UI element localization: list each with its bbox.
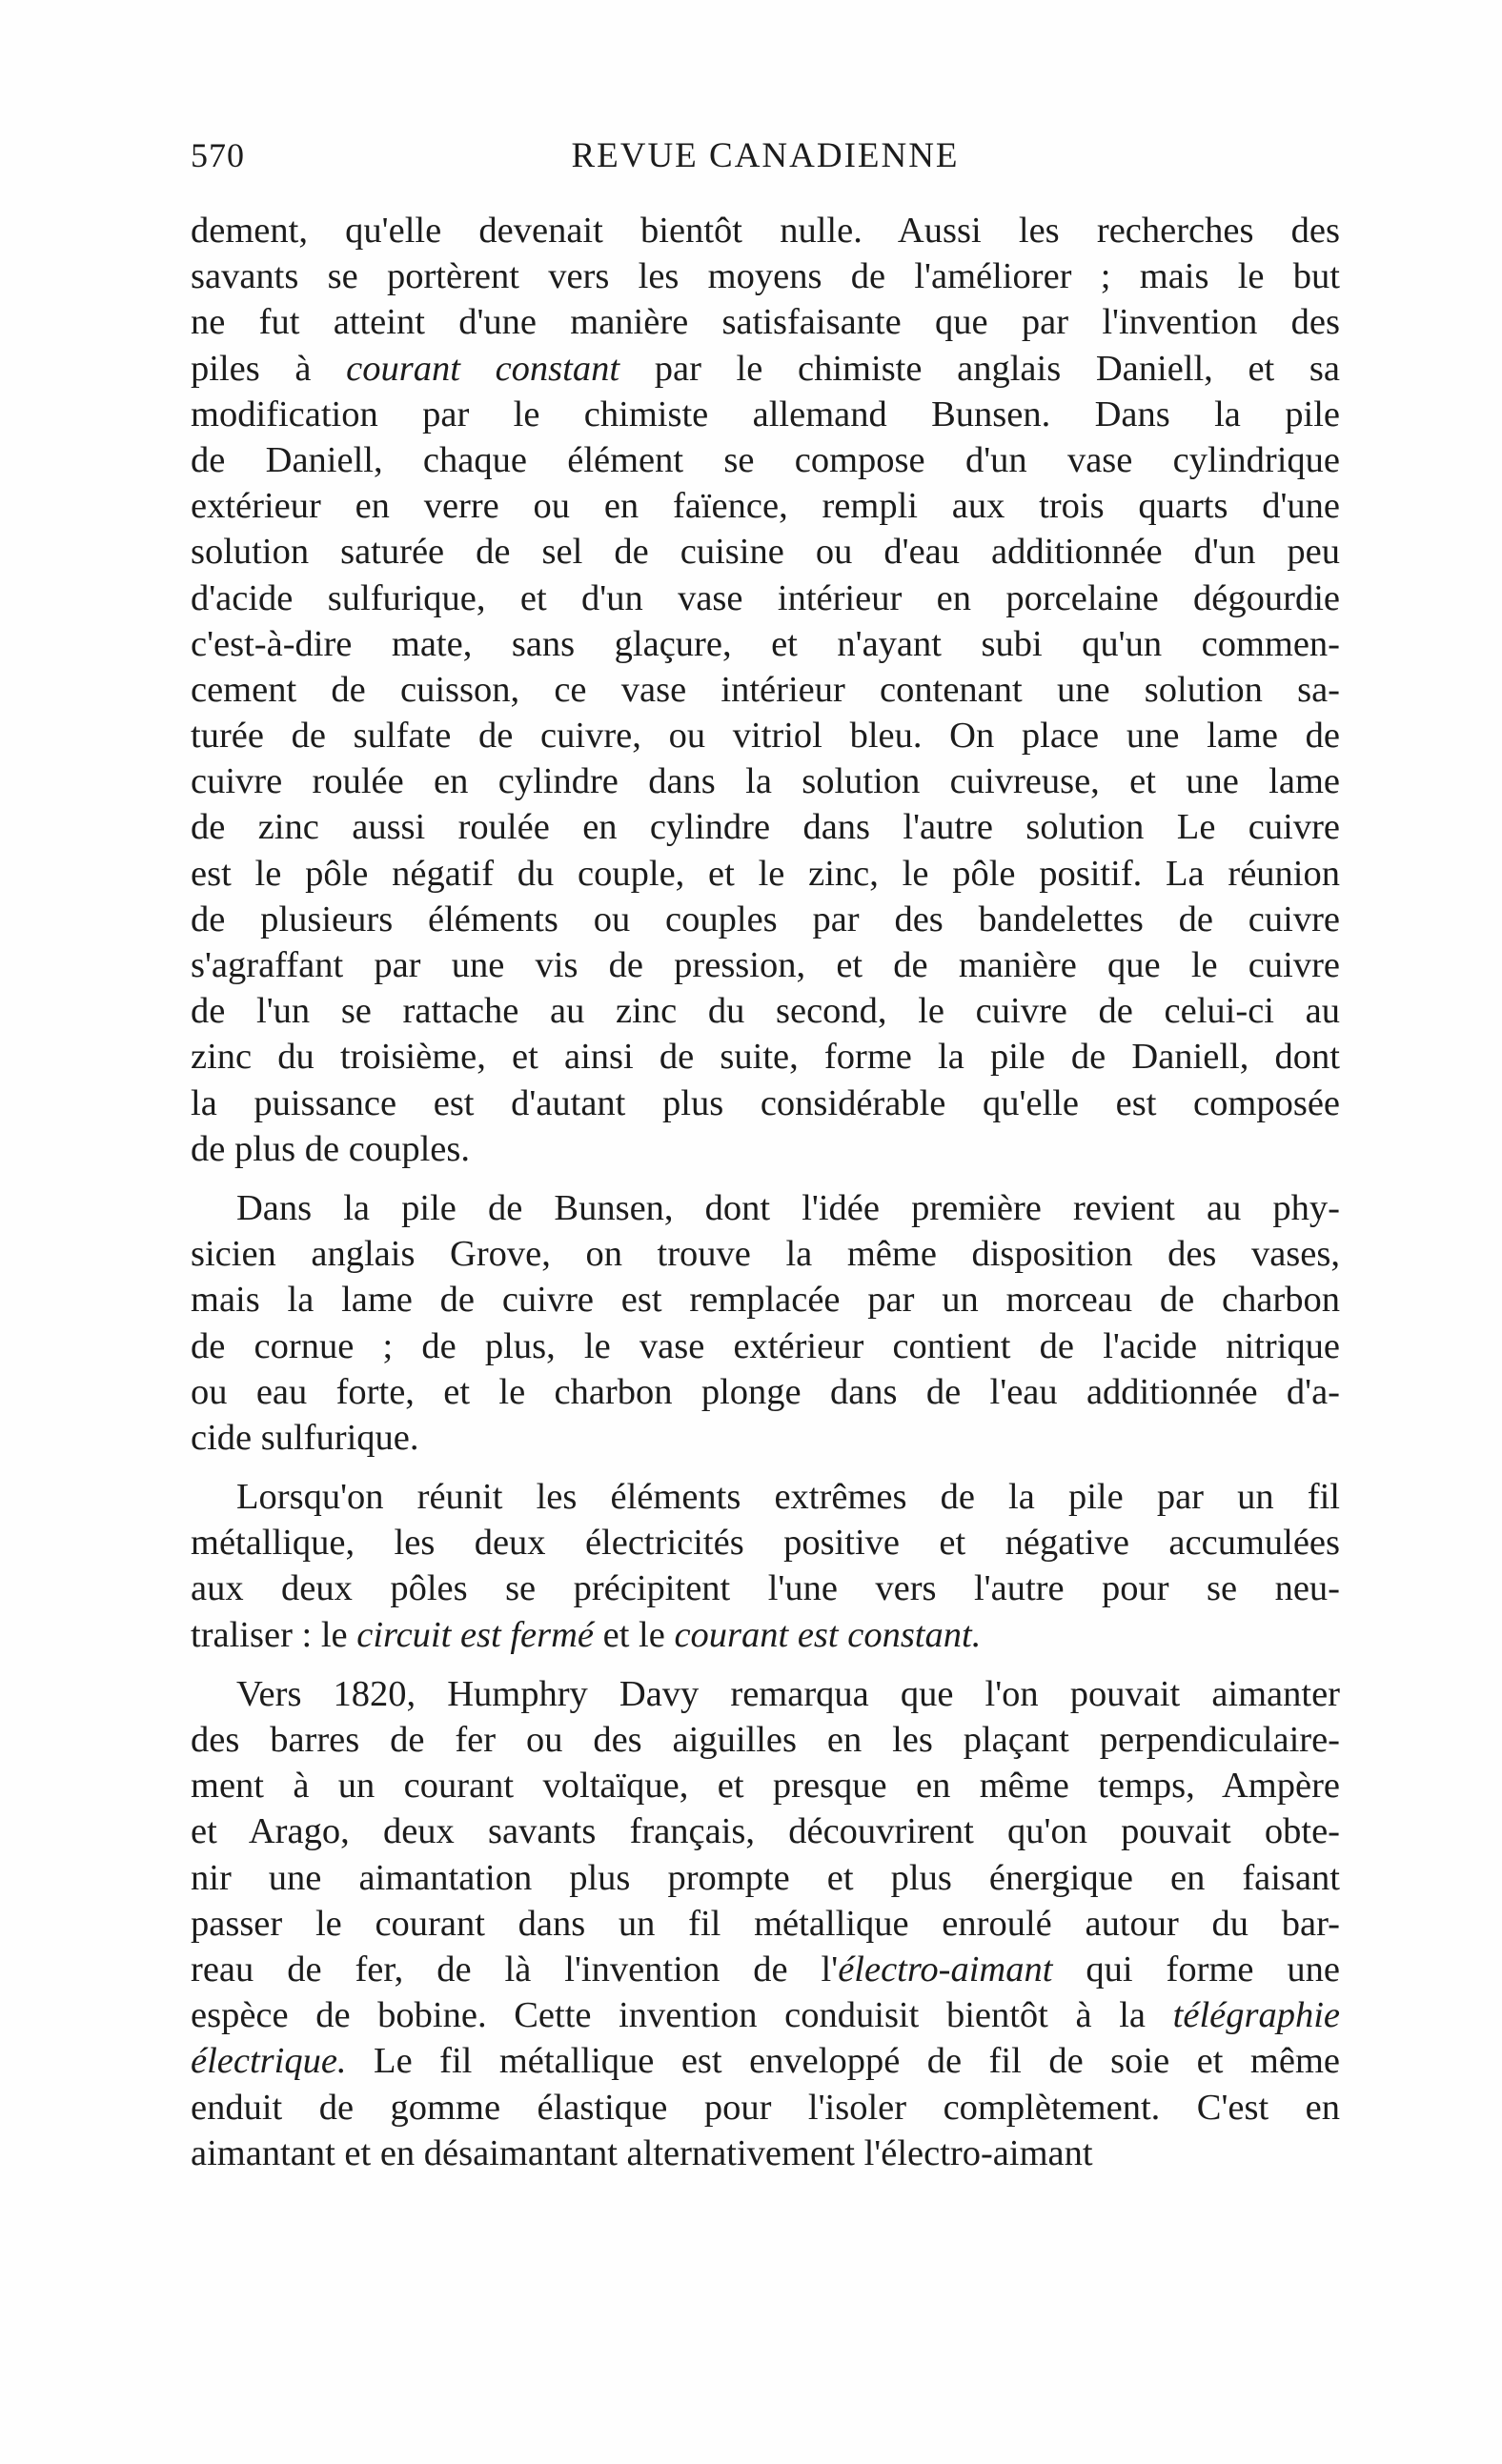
text-run: des barres de fer ou des aiguilles en les plaçant perpendiculaire-	[191, 1720, 1340, 1760]
text-run: qui forme une	[1052, 1949, 1340, 1989]
text-line	[191, 1126, 1340, 1172]
page-number: 570	[191, 136, 245, 174]
text-run: s'agraffant par une vis de pression, et de manière que le cuivre	[191, 945, 1340, 985]
text-line	[191, 1415, 1340, 1461]
text-line	[191, 713, 1340, 758]
text-run: et Arago, deux savants français, découvrirent qu'on pouvait obte-	[191, 1811, 1340, 1852]
text-line	[191, 529, 1340, 575]
text-run: piles à	[191, 348, 347, 389]
text-run: dement, qu'elle devenait bientôt nulle. Aussi les recherches des	[191, 211, 1340, 251]
text-line	[191, 1671, 1340, 1717]
running-head	[191, 135, 1340, 183]
text-line	[191, 621, 1340, 667]
text-run: cuivre roulée en cylindre dans la solution cuivreuse, et une lame	[191, 761, 1340, 802]
paragraph-gap	[191, 1172, 1340, 1185]
text-line	[191, 346, 1340, 392]
text-run: ne fut atteint d'une manière satisfaisante que par l'invention des	[191, 302, 1340, 343]
text-line	[191, 1474, 1340, 1520]
paragraph	[191, 208, 1340, 1172]
text-line	[191, 1901, 1340, 1947]
text-run: de cornue ; de plus, le vase extérieur contient de l'acide nitrique	[191, 1325, 1340, 1366]
paragraph-gap	[191, 1461, 1340, 1474]
text-run: solution saturée de sel de cuisine ou d'eau additionnée d'un peu	[191, 532, 1340, 573]
text-line	[191, 851, 1340, 897]
text-run: la puissance est d'autant plus considérable qu'elle est composée	[191, 1082, 1340, 1123]
text-run: cide sulfurique.	[191, 1417, 419, 1458]
text-run: et le	[594, 1614, 675, 1655]
text-line	[191, 576, 1340, 621]
text-line	[191, 2085, 1340, 2131]
paragraph	[191, 1474, 1340, 1658]
text-line	[191, 437, 1340, 483]
text-line	[191, 988, 1340, 1034]
text-run: Dans la pile de Bunsen, dont l'idée première revient au phy-	[236, 1187, 1340, 1228]
italic-text: courant est constant.	[674, 1614, 982, 1655]
text-run: ou eau forte, et le charbon plonge dans de l'eau additionnée d'a-	[191, 1371, 1340, 1412]
text-run: par le chimiste anglais Daniell, et sa	[619, 348, 1340, 389]
text-run: d'acide sulfurique, et d'un vase intérieur en porcelaine dégourdie	[191, 577, 1340, 618]
journal-title: REVUE CANADIENNE	[571, 136, 960, 175]
text-run: extérieur en verre ou en faïence, rempli aux trois quarts d'une	[191, 486, 1340, 527]
text-run: traliser : le	[191, 1614, 357, 1655]
text-run: zinc du troisième, et ainsi de suite, forme la pile de Daniell, dont	[191, 1037, 1340, 1078]
text-line	[191, 1565, 1340, 1611]
text-run: modification par le chimiste allemand Bunsen. Dans la pile	[191, 394, 1340, 434]
text-run: Lorsqu'on réunit les éléments extrêmes de la pile par un fil	[236, 1477, 1340, 1518]
italic-text: télégraphie	[1172, 1995, 1340, 2036]
text-run: enduit de gomme élastique pour l'isoler complètement. C'est en	[191, 2087, 1340, 2128]
text-run: mais la lame de cuivre est remplacée par un morceau de charbon	[191, 1280, 1340, 1321]
text-run: espèce de bobine. Cette invention conduisit bientôt à la	[191, 1995, 1173, 2036]
text-line	[191, 208, 1340, 253]
text-line	[191, 1992, 1340, 2038]
text-line	[191, 253, 1340, 299]
paragraph	[191, 1671, 1340, 2176]
text-run: de zinc aussi roulée en cylindre dans l'autre solution Le cuivre	[191, 807, 1340, 848]
text-line	[191, 758, 1340, 804]
italic-text: circuit est fermé	[356, 1614, 594, 1655]
text-run: métallique, les deux électricités positive et négative accumulées	[191, 1523, 1340, 1564]
text-line	[191, 1081, 1340, 1126]
text-run: de Daniell, chaque élément se compose d'un vase cylindrique	[191, 439, 1340, 480]
text-line	[191, 1034, 1340, 1080]
text-run: ment à un courant voltaïque, et presque en même temps, Ampère	[191, 1766, 1340, 1807]
text-line	[191, 1520, 1340, 1565]
text-run: passer le courant dans un fil métallique enroulé autour du bar-	[191, 1903, 1340, 1944]
paragraph	[191, 1185, 1340, 1461]
text-run: aux deux pôles se précipitent l'une vers l'autre pour se neu-	[191, 1568, 1340, 1609]
text-run: est le pôle négatif du couple, et le zinc, le pôle positif. La réunion	[191, 853, 1340, 894]
text-line	[191, 299, 1340, 345]
text-line	[191, 804, 1340, 850]
text-line	[191, 1185, 1340, 1231]
text-run: de l'un se rattache au zinc du second, le cuivre de celui-ci au	[191, 991, 1340, 1032]
text-run: turée de sulfate de cuivre, ou vitriol bleu. On place une lame de	[191, 716, 1340, 757]
text-line	[191, 392, 1340, 437]
text-line	[191, 1808, 1340, 1854]
text-run: savants se portèrent vers les moyens de l'améliorer ; mais le but	[191, 256, 1340, 297]
text-line	[191, 942, 1340, 988]
italic-text: électrique.	[191, 2041, 347, 2082]
text-line	[191, 1323, 1340, 1369]
text-line	[191, 2131, 1340, 2176]
text-line	[191, 667, 1340, 713]
text-run: aimantant et en désaimantant alternativement l'électro-aimant	[191, 2132, 1093, 2173]
text-run: Vers 1820, Humphry Davy remarqua que l'on pouvait aimanter	[236, 1673, 1340, 1714]
text-run: c'est-à-dire mate, sans glaçure, et n'ayant subi qu'un commen-	[191, 623, 1340, 664]
body-text	[191, 208, 1340, 2176]
text-run: reau de fer, de là l'invention de l'	[191, 1949, 839, 1989]
text-line	[191, 2038, 1340, 2084]
text-run: de plus de couples.	[191, 1128, 470, 1169]
text-line	[191, 1855, 1340, 1901]
text-run: de plusieurs éléments ou couples par des bandelettes de cuivre	[191, 899, 1340, 939]
text-line	[191, 483, 1340, 529]
text-run: sicien anglais Grove, on trouve la même disposition des vases,	[191, 1234, 1340, 1275]
text-line	[191, 1947, 1340, 1992]
text-line	[191, 1277, 1340, 1323]
text-run: nir une aimantation plus prompte et plus énergique en faisant	[191, 1857, 1340, 1898]
italic-text: électro-aimant	[838, 1949, 1053, 1989]
text-line	[191, 1717, 1340, 1763]
text-line	[191, 1231, 1340, 1277]
text-run: Le fil métallique est enveloppé de fil de soie et même	[346, 2041, 1340, 2082]
text-line	[191, 897, 1340, 942]
paragraph-gap	[191, 1658, 1340, 1671]
text-line	[191, 1763, 1340, 1808]
text-line	[191, 1612, 1340, 1658]
text-line	[191, 1369, 1340, 1415]
text-run: cement de cuisson, ce vase intérieur contenant une solution sa-	[191, 669, 1340, 710]
italic-text: courant constant	[346, 348, 620, 389]
